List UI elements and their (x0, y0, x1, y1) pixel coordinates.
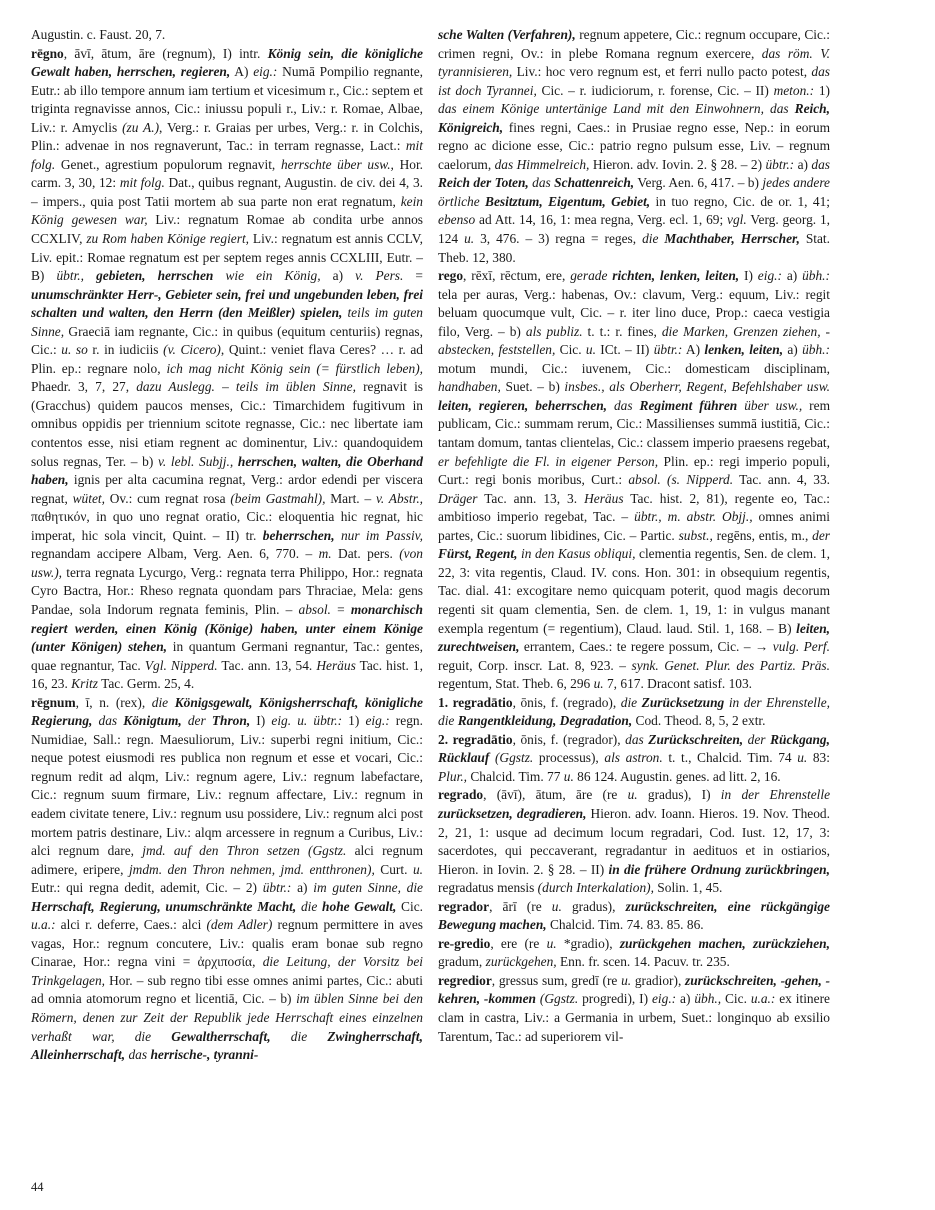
page-number: 44 (31, 1180, 44, 1194)
entry-augustin-line: Augustin. c. Faust. 20, 7. (31, 27, 166, 42)
right-column (438, 26, 830, 1046)
entry-regno: rēgno, āvī, ātum, āre (regnum), I) intr. König sein, die königliche Gewalt haben, herrschen, regieren, A) eig.: Numā Pompilio regnante, Eutr.: ab illo tempore annum iam tertium et vicesimum r., Cic.: septem et triginta regnavisse annos, Cic.: iniussu populi r., Liv.: r. Romae, Albae, Liv.: r. Amyclis (zu A.), Verg.: r. Graias per urbes, Verg.: r. in Colchis, Plin.: advenae in nos regnaverunt, Tac.: in terram regnasse, Lact.: mit folg. Genet., agrestium populorum regnavit, herrschte über usw., Hor. carm. 3, 30, 12: mit folg. Dat., quibus regnant, Augustin. de civ. dei 4, 3. – impers., quia post Tatii mortem ab sua parte non erat regnatum, kein König gewesen war, Liv.: regnatum Romae ab condita urbe annos CCXLIV, zu Rom haben Könige regiert, Liv.: regnatum est annis CCLV, Liv. epit.: Romae regnatum est per septem reges annis CCXLIII, Eutr. – B) übtr., gebieten, herrschen wie ein König, a) v. Pers. = unumschränkter Herr-, Gebieter sein, frei und ungebunden leben, frei schalten und walten, den Herrn (den Meißler) spielen, teils im guten Sinne, Graeciā iam regnante, Cic.: in quibus (equitum centuriis) regnas, Cic.: u. so r. in iudiciis (v. Cicero), Quint.: veniet flava Ceres? … r. ad Plin. ep.: regnare nolo, ich mag nicht König sein (= fürstlich leben), Phaedr. 3, 7, 27, dazu Auslegg. – teils im üblen Sinne, regnavit is (Gracchus) quidem paucos menses, Cic.: Timarchidem fugitivum in omnibus oppidis per triennium scitote regnasse, Cic.: nec libertate iam contentos esse, nisi etiam regnent ac dominentur, Liv.: quandoquidem solus regnas, Ter. – b) v. lebl. Subjj., herrschen, walten, die Oberhand haben, ignis per alta cacumina regnat, Verg.: ardor edendi per viscera regnat, wütet, Ov.: cum regnat rosa (beim Gastmahl), Mart. – v. Abstr., παθητικόν, in quo uno regnat oratio, Cic.: eloquentia hic regnat, hic imperat, hic sola vincit, Quint. – II) tr. beherrschen, nur im Passiv, regnandam accipere Albam, Verg. Aen. 6, 770. – m. Dat. pers. (von usw.), terra regnata Lycurgo, Verg.: regnata terra Philippo, Hor.: regnata Cyro Bactra, Hor.: Rheso regnata quondam pars Thraciae, Mela: gens Pandae, sola Indorum regnata feminis, Plin. – absol. = monarchisch regiert werden, einen König (Könige) haben, unter einem Könige (unter Königen) stehen, in quantum Germani regnantur, Tac.: gentes, quae regnantur, Tac. Vgl. Nipperd. Tac. ann. 13, 54. Heräus Tac. hist. 1, 16, 23. Kritz Tac. Germ. 25, 4. (31, 45, 424, 692)
entry-regrador: regrador, ārī (re u. gradus), zurückschreiten, eine rückgängige Bewegung machen, Chalcid. Tim. 74. 83. 85. 86. (438, 898, 830, 933)
left-column (31, 26, 423, 1065)
entry-regnum: rēgnum, ī, n. (rex), die Königsgewalt, Königsherrschaft, königliche Regierung, das Königtum, der Thron, I) eig. u. übtr.: 1) eig.: regn. Numidiae, Sall.: regn. Maesuliorum, Liv.: superbi regni initium, Cic.: neque potest eiusmodi res publica non regnum et esse et vocari, Cic.: regnum redit ad alqm, Liv.: regnum agere, Liv.: regnum labefactare, Cic.: regnum suum firmare, Liv.: regnum affectare, Liv.: regnum in eadem civitate tenere, Liv.: regnum usu possidere, Liv.: regnum alci post mortem patris destinare, Liv.: alqm arcessere in regnum a Curibus, Liv.: alci regnum dare, jmd. auf den Thron setzen (Ggstz. alci regnum adimere, eripere, jmdm. den Thron nehmen, jmd. entthronen), Curt. u. Eutr.: qui regna dedit, ademit, Cic. – 2) übtr.: a) im guten Sinne, die Herrschaft, Regierung, unumschränkte Macht, die hohe Gewalt, Cic. u.a.: alci r. deferre, Caes.: alci (dem Adler) regnum permittere in aves vagas, Hor.: regnum concutere, Liv.: qualis eram bonae sub regno Cinarae, Hor.: regna vini = ἀρχιποσία, die Leitung, der Vorsitz bei Trinkgelagen, Hor. – sub regno tibi esse omnes animi partes, Cic.: abuti ad omnia atomorum regno et licentiā, Cic. – b) im üblen Sinne bei den Römern, denen zur Zeit der Republik jede Herrschaft eines einzelnen verhaßt war, die Gewaltherrschaft, die Zwingherrschaft, Alleinherrschaft, das herrische-, tyranni- (31, 694, 424, 1063)
entry-regradatio-2: 2. regradātio, ōnis, f. (regrador), das Zurückschreiten, der Rückgang, Rücklauf (Ggstz. processus), als astron. t. t., Chalcid. Tim. 74 u. 83: Plur., Chalcid. Tim. 77 u. 86 124. Augustin. genes. ad litt. 2, 16. (438, 731, 830, 784)
entry-rego: rego, rēxī, rēctum, ere, gerade richten, lenken, leiten, I) eig.: a) übh.: tela per auras, Verg.: habenas, Ov.: clavum, Verg.: equum, Liv.: regit beluam quocumque vult, Cic. – r. iter lino duce, Prop.: caeca vestigia filo, Verg. – b) als publiz. t. t.: r. fines, die Marken, Grenzen ziehen, -abstecken, feststellen, Cic. u. ICt. – II) übtr.: A) lenken, leiten, a) übh.: motum mundi, Cic.: iuvenem, Cic.: domesticam disciplinam, handhaben, Suet. – b) insbes., als Oberherr, Regent, Befehlshaber usw. leiten, regieren, beherrschen, das Regiment führen über usw., rem publicam, Cic.: summam rerum, Cic.: Massilienses summā iustitiā, Cic.: tantam domum, tantas clientelas, Cic.: classem imperio praesens regebat, er befehligte die Fl. in eigener Person, Plin. ep.: regi imperio populi, Curt.: regi bonis moribus, Curt.: absol. (s. Nipperd. Tac. ann. 4, 33. Dräger Tac. ann. 13, 3. Heräus Tac. hist. 2, 81), regente eo, Tac.: ambitioso imperio regebat, Tac. – übtr., m. abstr. Objj., omnes animi partes, Cic.: suorum libidines, Cic. – Partic. subst., regēns, entis, m., der Fürst, Regent, in den Kasus obliqui, clementia regentis, Sen. de clem. 1, 22, 3: vita regentis, Claud. IV. cons. Hon. 301: in obsequium regentis, Tac. dial. 41: excogitare nemo quicquam poterit, quod magis decorum regenti sit quam clementia, Sen. de clem. 1, 19, 1: in vulgus manant exempla regentum (= regentium), Claud. laud. Stil. 1, 168. – B) leiten, zurechtweisen, errantem, Caes.: te regere possum, Cic. – → vulg. Perf. reguit, Corp. inscr. Lat. 8, 923. – synk. Genet. Plur. des Partiz. Präs. regentum, Stat. Theb. 6, 296 u. 7, 617. Dracont satisf. 103. (438, 268, 831, 692)
entry-re-gredio: re-gredio, ere (re u. *gradio), zurückgehen machen, zurückziehen, gradum, zurückgehen, Enn. fr. scen. 14. Pacuv. tr. 235. (438, 935, 830, 970)
entry-regrado: regrado, (āvī), ātum, āre (re u. gradus), I) in der Ehrenstelle zurücksetzen, degradieren, Hieron. adv. Ioann. Hieros. 19. Nov. Theod. 2, 21, 1: usque ad decimum locum regradari, Cod. Iust. 12, 17, 3: sacerdotes, qui peccaverant, regradantur in aedituos et in ostiarios, Hieron. in Iovin. 2. § 28. – II) in die frühere Ordnung zurückbringen, regradatus mensis (durch Interkalation), Solin. 1, 45. (438, 787, 831, 896)
entry-regnum-continued: sche Walten (Verfahren), regnum appetere, Cic.: regnum occupare, Cic.: crimen regni, Ov.: in plebe Romana regnum exercere, das röm. V. tyrannisieren, Liv.: hoc vero regnum est, et ferri nullo pacto potest, das ist doch Tyrannei, Cic. – r. iudiciorum, r. forense, Cic. – II) meton.: 1) das einem Könige untertänige Land mit den Einwohnern, das Reich, Königreich, fines regni, Caes.: in Prusiae regno esse, Nep.: in eorum regno ac dicione esse, Cic.: patrio regno pulsum esse, Liv. – regnum caelorum, das Himmelreich, Hieron. adv. Iovin. 2. § 28. – 2) übtr.: a) das Reich der Toten, das Schattenreich, Verg. Aen. 6, 417. – b) jedes andere örtliche Besitztum, Eigentum, Gebiet, in tuo regno, Cic. de or. 1, 41; ebenso ad Att. 14, 16, 1: mea regna, Verg. ecl. 1, 69; vgl. Verg. georg. 1, 124 u. 3, 476. – 3) regna = reges, die Machthaber, Herrscher, Stat. Theb. 12, 380. (438, 27, 830, 265)
entry-regradatio-1: 1. regradātio, ōnis, f. (regrado), die Zurücksetzung in der Ehrenstelle, die Rangentkleidung, Degradation, Cod. Theod. 8, 5, 2 extr. (438, 694, 830, 729)
entry-regredior: regredior, gressus sum, gredī (re u. gradior), zurückschreiten, -gehen, -kehren, -kommen (Ggstz. progredi), I) eig.: a) übh., Cic. u.a.: ex itinere clam in castra, Liv.: a Germania in urbem, Suet.: longinquo ab exsilio Tarentum, Tac.: ad superiorem vil- (438, 972, 830, 1044)
